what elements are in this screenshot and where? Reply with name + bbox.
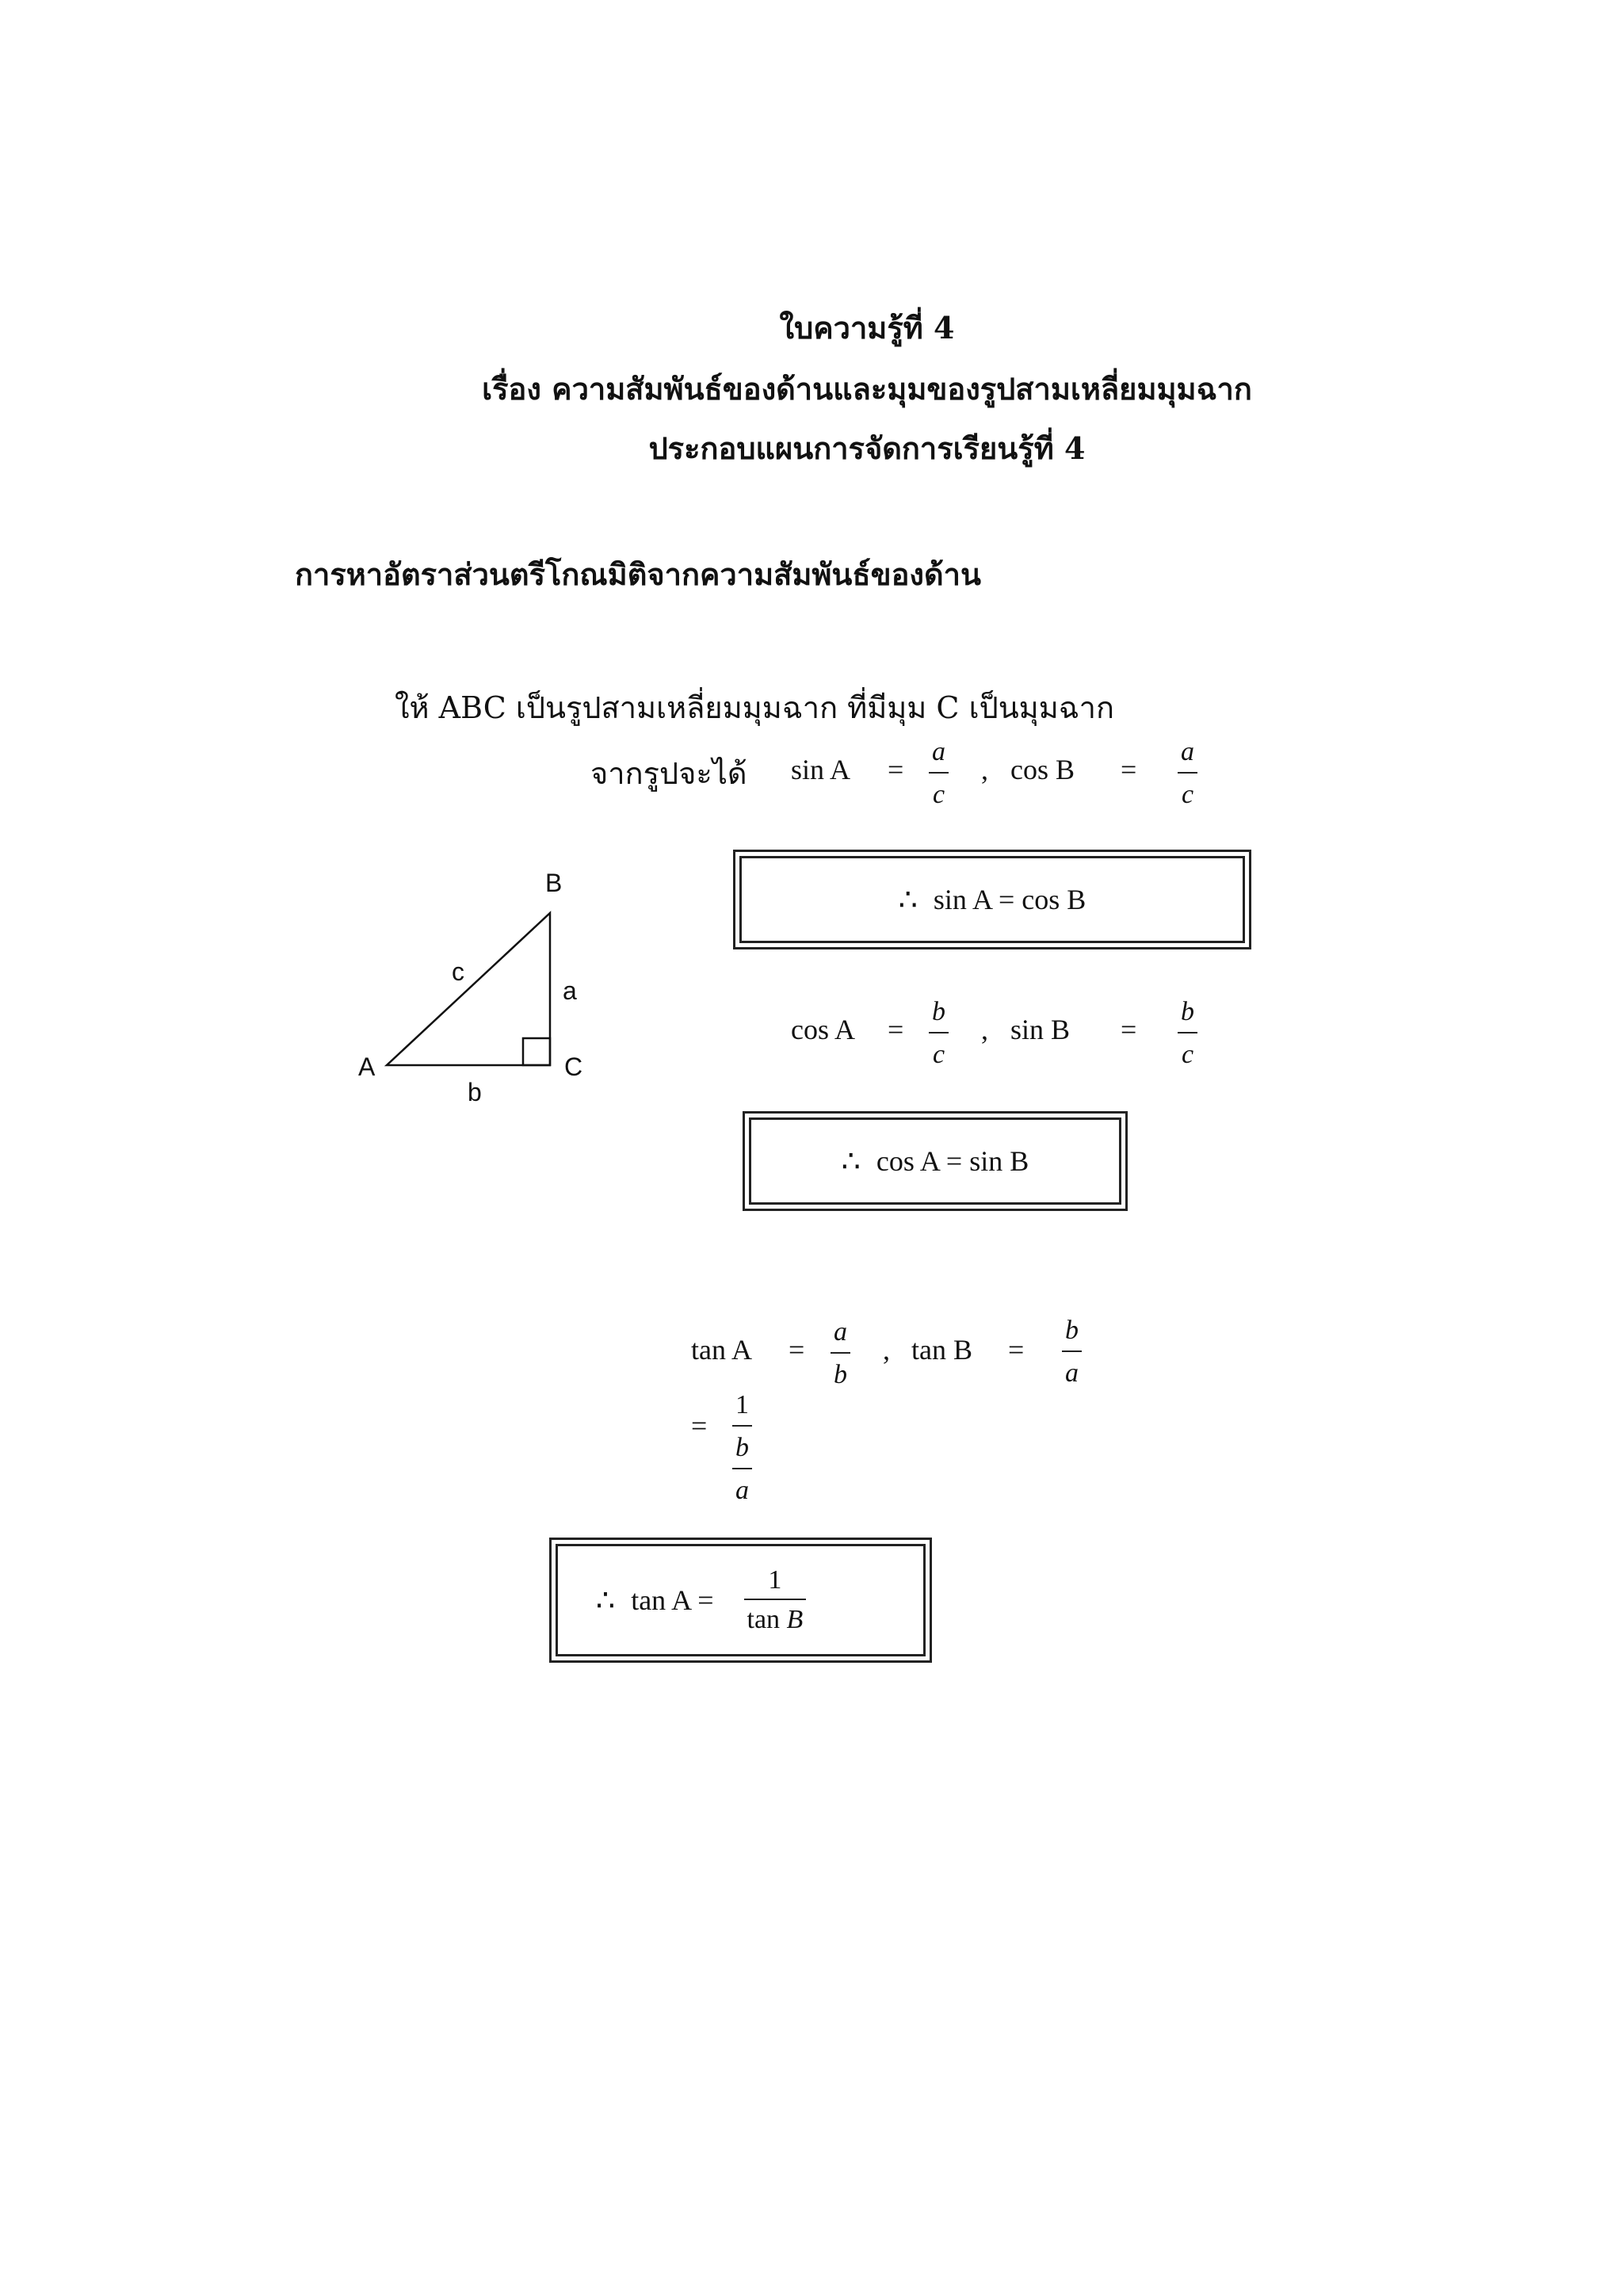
worksheet-lesson-plan: ประกอบแผนการจัดการเรียนรู้ที่ 4: [648, 430, 1086, 466]
fraction-bar: [929, 1032, 949, 1033]
side-label-b: b: [468, 1078, 482, 1106]
denominator-tan: tan: [747, 1605, 787, 1634]
numerator: 1: [768, 1565, 782, 1595]
result-box-3-inner: [556, 1544, 926, 1656]
eq1-comma: ,: [981, 754, 988, 785]
eq1-equals-2: =: [1121, 754, 1137, 785]
result-box-2-inner: [749, 1117, 1121, 1205]
fraction-bar: [732, 1425, 752, 1427]
numerator: b: [932, 997, 945, 1026]
eq2-equals-2: =: [1121, 1014, 1137, 1045]
denominator: c: [932, 780, 945, 809]
eq2-sin-b: sin B: [1010, 1014, 1071, 1045]
eq1-equals-1: =: [888, 754, 904, 785]
vertex-label-b: B: [545, 869, 563, 897]
triangle-outline: [387, 913, 550, 1065]
worksheet-title: ใบความรู้ที่ 4: [779, 310, 955, 346]
inner-denominator: a: [735, 1476, 749, 1505]
section-title: การหาอัตราส่วนตรีโกณมิติจากความสัมพันธ์ของด้าน: [295, 556, 981, 592]
result-tan-a-fraction: [744, 1567, 807, 1633]
denominator: c: [1181, 1040, 1194, 1069]
eq3-fraction-2: [1062, 1317, 1082, 1387]
inner-numerator: b: [735, 1433, 749, 1462]
numerator: a: [932, 737, 945, 766]
fraction-bar: [744, 1599, 807, 1600]
therefore-icon: ∴: [841, 1144, 861, 1179]
inner-fraction-bar: [732, 1468, 752, 1469]
result-tan-a-label: tan A =: [631, 1584, 714, 1616]
eq3-tan-b: tan B: [911, 1334, 972, 1366]
eq1-fraction-2: [1178, 739, 1197, 808]
result-box-1-inner: [739, 856, 1245, 943]
eq2-comma: ,: [981, 1014, 988, 1045]
fraction-bar: [1178, 1032, 1197, 1033]
eq3-tan-a: tan A: [691, 1334, 752, 1366]
right-angle-marker: [523, 1038, 550, 1065]
eq1-sin-a: sin A: [791, 754, 851, 785]
eq2-fraction-1: [929, 999, 949, 1068]
eq2-equals-1: =: [888, 1014, 904, 1045]
denominator-b: B: [786, 1605, 804, 1634]
eq1-fraction-1: [929, 739, 949, 808]
eq2-fraction-2: [1178, 999, 1197, 1068]
side-label-c: c: [452, 957, 464, 986]
vertex-label-a: A: [358, 1052, 376, 1081]
worksheet-topic: เรื่อง ความสัมพันธ์ของด้านและมุมของรูปสามเหลี่ยมมุมฉาก: [482, 371, 1252, 407]
denominator: [744, 1606, 807, 1633]
eq3-equals-2: =: [1008, 1334, 1025, 1366]
result-box-2: [743, 1111, 1128, 1211]
denominator: b: [834, 1360, 847, 1389]
fraction-bar: [929, 772, 949, 774]
denominator: c: [1181, 780, 1194, 809]
result-box-1: [733, 850, 1251, 949]
fraction-bar: [1178, 772, 1197, 774]
eq2-cos-a: cos A: [791, 1014, 855, 1045]
inner-fraction: [732, 1435, 752, 1504]
result-cos-a-equals-sin-b: cos A = sin B: [876, 1145, 1029, 1177]
therefore-icon: ∴: [898, 882, 918, 917]
fraction-bar: [831, 1352, 850, 1354]
fraction-bar: [1062, 1350, 1082, 1352]
eq3-equals-3: =: [691, 1410, 708, 1442]
side-label-a: a: [563, 976, 577, 1005]
numerator: 1: [735, 1390, 749, 1419]
eq3-equals-1: =: [789, 1334, 805, 1366]
eq3-fraction-1: [831, 1319, 850, 1389]
numerator: b: [1065, 1316, 1079, 1345]
numerator: b: [1181, 997, 1194, 1026]
result-sin-a-equals-cos-b: sin A = cos B: [933, 884, 1086, 915]
eq1-cos-b: cos B: [1010, 754, 1075, 785]
result-box-3: [549, 1538, 932, 1663]
vertex-label-c: C: [564, 1052, 583, 1081]
eq3-comma: ,: [883, 1334, 890, 1366]
therefore-icon: ∴: [596, 1583, 616, 1618]
numerator: a: [834, 1317, 847, 1347]
intro-given: ให้ ABC เป็นรูปสามเหลี่ยมมุมฉาก ที่มีมุม C เป็นมุมฉาก: [395, 690, 1114, 725]
eq3-compound-fraction: [732, 1392, 752, 1504]
denominator: a: [1065, 1358, 1079, 1388]
intro-from-figure: จากรูปจะได้: [590, 756, 747, 791]
denominator: c: [932, 1040, 945, 1069]
numerator: a: [1181, 737, 1194, 766]
